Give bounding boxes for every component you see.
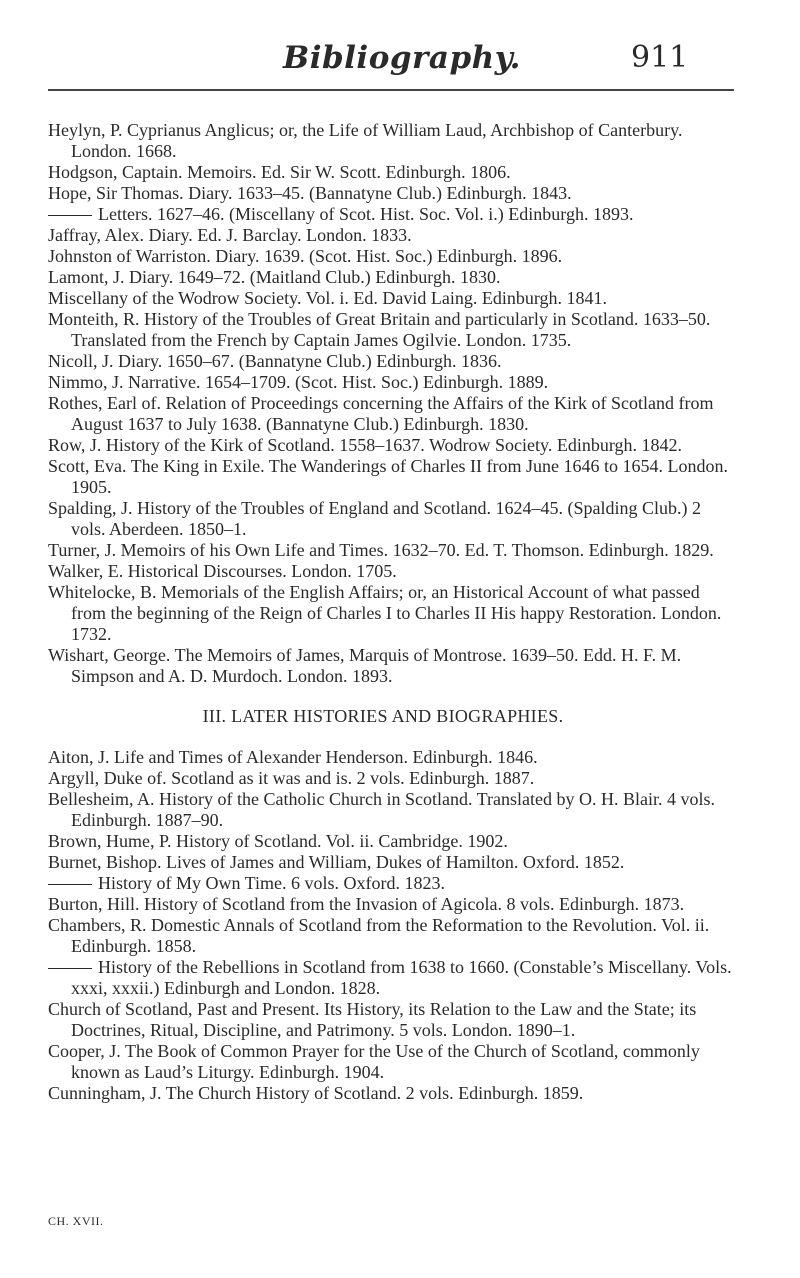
header-rule [48, 89, 734, 91]
bibliography-list-primary-sources [48, 120, 738, 687]
section-heading: III. LATER HISTORIES AND BIOGRAPHIES. [202, 706, 564, 726]
entry-text: Brown, Hume, P. History of Scotland. Vol. ii. Cambridge. 1902. [48, 831, 508, 851]
running-title: Bibliography. [283, 40, 521, 76]
entry-text: Rothes, Earl of. Relation of Proceedings concerning the Affairs of the Kirk of Scotland from August 1637 to July 1638. (Bannatyne Club.) Edinburgh. 1830. [48, 393, 714, 434]
entry-text: Jaffray, Alex. Diary. Ed. J. Barclay. London. 1833. [48, 225, 412, 245]
ditto-dash [48, 215, 92, 216]
bibliography-entry [48, 915, 738, 957]
entry-text: Argyll, Duke of. Scotland as it was and is. 2 vols. Edinburgh. 1887. [48, 768, 535, 788]
bibliography-entry [48, 831, 738, 852]
bibliography-entry [48, 789, 738, 831]
entry-text: Chambers, R. Domestic Annals of Scotland from the Reformation to the Revolution. Vol. ii. Edinburgh. 1858. [48, 915, 710, 956]
bibliography-entry [48, 768, 738, 789]
running-head [0, 40, 800, 80]
bibliography-entry [48, 498, 738, 540]
bibliography-entry [48, 1083, 738, 1104]
bibliography-entry [48, 351, 738, 372]
entry-text: Hope, Sir Thomas. Diary. 1633–45. (Bannatyne Club.) Edinburgh. 1843. [48, 183, 572, 203]
entry-text: Bellesheim, A. History of the Catholic Church in Scotland. Translated by O. H. Blair. 4 vols. Edinburgh. 1887–90. [48, 789, 715, 830]
entry-text: Cooper, J. The Book of Common Prayer for the Use of the Church of Scotland, commonly known as Laud’s Liturgy. Edinburgh. 1904. [48, 1041, 700, 1082]
entry-text: Spalding, J. History of the Troubles of England and Scotland. 1624–45. (Spalding Club.) 2 vols. Aberdeen. 1850–1. [48, 498, 701, 539]
bibliography-entry [48, 1041, 738, 1083]
bibliography-body [48, 120, 738, 1104]
bibliography-entry [48, 561, 738, 582]
ditto-dash [48, 884, 92, 885]
entry-text: Monteith, R. History of the Troubles of Great Britain and particularly in Scotland. 1633–50. Translated from the French by Captain James Ogilvie. London. 1735. [48, 309, 711, 350]
bibliography-entry [48, 162, 738, 183]
bibliography-entry [48, 288, 738, 309]
entry-text: Scott, Eva. The King in Exile. The Wanderings of Charles II from June 1646 to 1654. London. 1905. [48, 456, 728, 497]
chapter-signature: CH. XVII. [48, 1214, 104, 1228]
entry-text: Church of Scotland, Past and Present. Its History, its Relation to the Law and the State; its Doctrines, Ritual, Discipline, and Patrimony. 5 vols. London. 1890–1. [48, 999, 697, 1040]
entry-text: History of My Own Time. 6 vols. Oxford. 1823. [98, 873, 446, 893]
entry-text: Nimmo, J. Narrative. 1654–1709. (Scot. Hist. Soc.) Edinburgh. 1889. [48, 372, 549, 392]
bibliography-entry [48, 246, 738, 267]
entry-text: Nicoll, J. Diary. 1650–67. (Bannatyne Club.) Edinburgh. 1836. [48, 351, 502, 371]
page-number: 911 [631, 40, 689, 75]
entry-text: Turner, J. Memoirs of his Own Life and Times. 1632–70. Ed. T. Thomson. Edinburgh. 1829. [48, 540, 714, 560]
bibliography-entry [48, 852, 738, 873]
bibliography-entry [48, 540, 738, 561]
entry-text: Walker, E. Historical Discourses. London. 1705. [48, 561, 397, 581]
bibliography-entry [48, 309, 738, 351]
bibliography-entry [48, 747, 738, 768]
entry-text: Johnston of Warriston. Diary. 1639. (Scot. Hist. Soc.) Edinburgh. 1896. [48, 246, 563, 266]
bibliography-list-later-histories [48, 747, 738, 1104]
bibliography-entry [48, 456, 738, 498]
bibliography-entry [48, 999, 738, 1041]
bibliography-entry [48, 372, 738, 393]
entry-text: Row, J. History of the Kirk of Scotland. 1558–1637. Wodrow Society. Edinburgh. 1842. [48, 435, 683, 455]
entry-text: History of the Rebellions in Scotland from 1638 to 1660. (Constable’s Miscellany. Vols. xxxi, xxxii.) Edinburgh and London. 1828. [71, 957, 732, 998]
bibliography-entry [48, 204, 738, 225]
entry-text: Hodgson, Captain. Memoirs. Ed. Sir W. Scott. Edinburgh. 1806. [48, 162, 511, 182]
bibliography-entry [48, 393, 738, 435]
entry-text: Miscellany of the Wodrow Society. Vol. i. Ed. David Laing. Edinburgh. 1841. [48, 288, 607, 308]
bibliography-entry [48, 183, 738, 204]
entry-text: Cunningham, J. The Church History of Scotland. 2 vols. Edinburgh. 1859. [48, 1083, 584, 1103]
entry-text: Wishart, George. The Memoirs of James, Marquis of Montrose. 1639–50. Edd. H. F. M. Simpson and A. D. Murdoch. London. 1893. [48, 645, 682, 686]
entry-text: Letters. 1627–46. (Miscellany of Scot. Hist. Soc. Vol. i.) Edinburgh. 1893. [98, 204, 634, 224]
entry-text: Burnet, Bishop. Lives of James and William, Dukes of Hamilton. Oxford. 1852. [48, 852, 625, 872]
entry-text: Lamont, J. Diary. 1649–72. (Maitland Club.) Edinburgh. 1830. [48, 267, 501, 287]
bibliography-entry [48, 435, 738, 456]
bibliography-entry [48, 873, 738, 894]
bibliography-entry [48, 582, 738, 645]
bibliography-entry [48, 645, 738, 687]
bibliography-entry [48, 894, 738, 915]
bibliography-entry [48, 957, 738, 999]
entry-text: Aiton, J. Life and Times of Alexander Henderson. Edinburgh. 1846. [48, 747, 538, 767]
bibliography-entry [48, 267, 738, 288]
bibliography-entry [48, 225, 738, 246]
bibliography-entry [48, 120, 738, 162]
entry-text: Heylyn, P. Cyprianus Anglicus; or, the Life of William Laud, Archbishop of Canterbury. London. 1668. [48, 120, 683, 161]
entry-text: Whitelocke, B. Memorials of the English Affairs; or, an Historical Account of what passed from the beginning of the Reign of Charles I to Charles II His happy Restoration. London. 1732. [48, 582, 722, 644]
entry-text: Burton, Hill. History of Scotland from the Invasion of Agicola. 8 vols. Edinburgh. 1873. [48, 894, 685, 914]
ditto-dash [48, 968, 92, 969]
